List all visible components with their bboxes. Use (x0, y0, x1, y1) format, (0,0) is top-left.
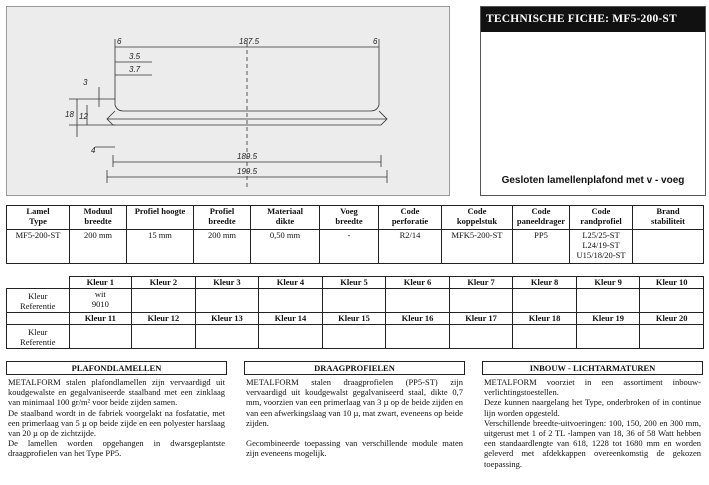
specs-header-cell: Lamel Type (7, 206, 70, 230)
specs-value-cell: - (320, 230, 379, 264)
dim-label: 12 (79, 112, 88, 121)
section-plafondlamellen (6, 361, 227, 459)
color-ref-value (322, 289, 386, 313)
section-heading: PLAFONDLAMELLEN (6, 361, 227, 375)
color-header: Kleur 2 (132, 277, 196, 289)
page-subtitle: Gesloten lamellenplafond met v - voeg (501, 175, 685, 186)
color-header: Kleur 15 (322, 313, 386, 325)
dim-label: 3.7 (129, 65, 141, 74)
specs-header-row (7, 206, 704, 230)
dim-label: 199.5 (237, 167, 258, 176)
specs-value-row (7, 230, 704, 264)
specs-table (6, 205, 704, 264)
specs-header-cell: Code randprofiel (570, 206, 633, 230)
color-ref-value (69, 325, 132, 349)
dim-label: 189.5 (237, 152, 258, 161)
color-header: Kleur 14 (259, 313, 323, 325)
dim-label: 3 (83, 78, 88, 87)
specs-value-cell: R2/14 (379, 230, 442, 264)
color-ref-value (640, 289, 704, 313)
page-title: TECHNISCHE FICHE: MF5-200-ST (481, 7, 705, 32)
dim-label: 4 (91, 146, 96, 155)
specs-value-cell: MF5-200-ST (7, 230, 70, 264)
specs-header-cell: Code paneeldrager (513, 206, 570, 230)
color-header: Kleur 1 (69, 277, 132, 289)
color-ref-value (322, 325, 386, 349)
dim-label: 6 (373, 37, 378, 46)
specs-header-cell: Profiel hoogte (127, 206, 194, 230)
color-ref-label: Kleur Referentie (7, 289, 70, 313)
color-header: Kleur 8 (513, 277, 577, 289)
color-ref-value (132, 289, 196, 313)
color-header: Kleur 10 (640, 277, 704, 289)
color-ref-value (576, 289, 640, 313)
color-header: Kleur 18 (513, 313, 577, 325)
empty-corner (7, 313, 70, 325)
color-header: Kleur 7 (449, 277, 513, 289)
color-ref-value (259, 289, 323, 313)
color-header: Kleur 12 (132, 313, 196, 325)
color-header: Kleur 17 (449, 313, 513, 325)
section-text: METALFORM voorziet in een assortiment inbouw-verlichtingstoestellen. Deze kunnen naargelang het Type, onderbroken of in continue lijn worden opgesteld. Verschillende breedte-uitvoeringen: 100, 150, 200 en 300 mm, uitgerust met 1 of 2 TL -lampen van 18, 36 of 58 Watt hebben een standaardlengte van 618, 1228 tot 1680 mm en worden geleverd met afdekkappen overeenkomstig de gekozen toepassing. (484, 377, 701, 469)
specs-value-cell: 200 mm (194, 230, 251, 264)
specs-value-cell: PP5 (513, 230, 570, 264)
color-ref-label: Kleur Referentie (7, 325, 70, 349)
dim-label: 6 (117, 37, 122, 46)
colors-header-row-1 (7, 277, 704, 289)
color-ref-value: wit 9010 (69, 289, 132, 313)
color-header: Kleur 13 (195, 313, 259, 325)
color-ref-value (640, 325, 704, 349)
specs-header-cell: Code koppelstuk (442, 206, 513, 230)
color-header: Kleur 16 (386, 313, 450, 325)
colors-ref-row-1 (7, 289, 704, 313)
specs-header-cell: Profiel breedte (194, 206, 251, 230)
section-text: METALFORM stalen draagprofielen (PP5-ST) zijn vervaardigd uit koudgewalst gegalvaniseerd staal, dikte 0,7 mm, voorzien van een primerlaag van 3 µ op de beide zijden en van een afwerkingslaag van 10 µ, mat zwart, eveneens op beide zijden. Gecombineerde toepassing van verschillende module maten zijn eveneens mogelijk. (246, 377, 463, 459)
specs-value-cell: 200 mm (70, 230, 127, 264)
section-heading: DRAAGPROFIELEN (244, 361, 465, 375)
color-header: Kleur 3 (195, 277, 259, 289)
color-header: Kleur 11 (69, 313, 132, 325)
specs-value-cell (633, 230, 704, 264)
profile-drawing (6, 6, 450, 196)
color-ref-value (259, 325, 323, 349)
color-ref-value (576, 325, 640, 349)
color-header: Kleur 9 (576, 277, 640, 289)
color-ref-value (449, 289, 513, 313)
section-inbouw-lichtarmaturen (482, 361, 703, 469)
color-header: Kleur 5 (322, 277, 386, 289)
specs-value-cell: 15 mm (127, 230, 194, 264)
color-ref-value (449, 325, 513, 349)
section-heading: INBOUW - LICHTARMATUREN (482, 361, 703, 375)
color-header: Kleur 4 (259, 277, 323, 289)
empty-corner (7, 277, 70, 289)
color-ref-value (132, 325, 196, 349)
dim-label: 3.5 (129, 52, 141, 61)
color-ref-value (386, 325, 450, 349)
specs-header-cell: Code perforatie (379, 206, 442, 230)
section-text: METALFORM stalen plafondlamellen zijn vervaardigd uit koudgewalste en gegalvaniseerde staalband met een zinklaag van minimaal 100 gr/m² voor beide zijden samen. De staalband wordt in de fabriek voorgelakt na fosfatatie, met een primerlaag van 5 µ op beide zijde en een polyester harslaag van 20 µ op de zichtzijde. De lamellen worden opgehangen in dwarsgeplantste draagprofielen van het Type PP5. (8, 377, 225, 459)
color-ref-value (195, 325, 259, 349)
color-ref-value (195, 289, 259, 313)
specs-value-cell: 0,50 mm (251, 230, 320, 264)
specs-value-cell: MFK5-200-ST (442, 230, 513, 264)
color-header: Kleur 19 (576, 313, 640, 325)
title-box (480, 6, 706, 196)
section-draagprofielen (244, 361, 465, 459)
color-header: Kleur 20 (640, 313, 704, 325)
specs-header-cell: Materiaal dikte (251, 206, 320, 230)
color-header: Kleur 6 (386, 277, 450, 289)
color-ref-value (513, 289, 577, 313)
specs-header-cell: Voeg breedte (320, 206, 379, 230)
specs-header-cell: Brand stabiliteit (633, 206, 704, 230)
color-ref-value (513, 325, 577, 349)
colors-header-row-2 (7, 313, 704, 325)
specs-value-cell: L25/25-ST L24/19-ST U15/18/20-ST (570, 230, 633, 264)
profile-cross-section (7, 7, 449, 195)
dim-label: 187.5 (239, 37, 260, 46)
dim-label: 18 (65, 110, 74, 119)
colors-table (6, 276, 704, 349)
color-ref-value (386, 289, 450, 313)
specs-header-cell: Moduul breedte (70, 206, 127, 230)
colors-ref-row-2 (7, 325, 704, 349)
